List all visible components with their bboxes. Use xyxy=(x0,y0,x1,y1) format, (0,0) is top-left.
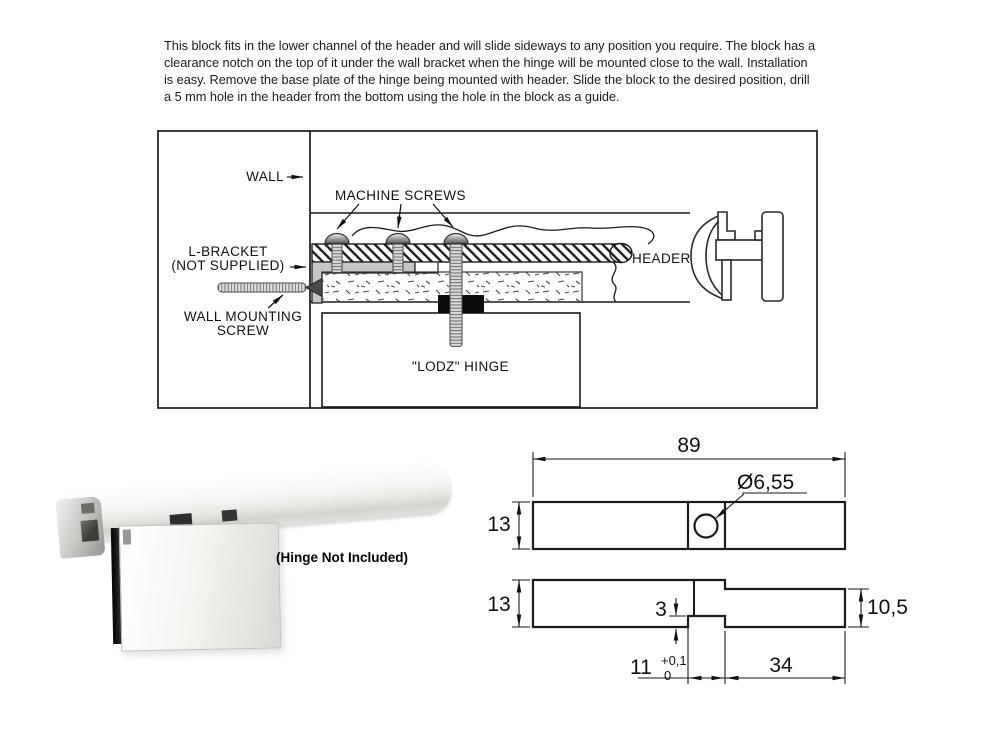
header-profile-top-arm xyxy=(718,212,735,240)
intro-paragraph: This block fits in the lower channel of the header and will slide sideways to any position you require. The block has a clearance notch on the top of it under the wall bracket when the hinge will be mounted close to the wall. Installation is easy. Remove the base plate of the hinge being mounted with header. Slide the block to the desired position, drill a 5 mm hole in the header from the bottom using the hole in the block as a guide. xyxy=(164,37,816,105)
label-l-bracket-2: (NOT SUPPLIED) xyxy=(171,258,285,273)
dim-11-tol-plus: +0,1 xyxy=(661,653,687,668)
hole-leader xyxy=(716,493,807,518)
header-flange-hatched xyxy=(312,244,617,262)
dim-105: 10,5 xyxy=(867,596,908,619)
clearance-notch xyxy=(415,262,438,273)
dim-13-top: 13 xyxy=(487,513,511,536)
label-header: HEADER xyxy=(632,251,691,266)
dim-3-lines xyxy=(669,598,686,644)
dim-89: 89 xyxy=(677,434,701,457)
break-wave-right xyxy=(612,262,616,302)
label-lodz-hinge: "LODZ" HINGE xyxy=(412,359,509,374)
header-bar-end-profile xyxy=(56,496,106,559)
block-side-view-outline xyxy=(533,580,845,627)
product-photo xyxy=(52,448,472,672)
label-wall-mounting-1: WALL MOUNTING xyxy=(183,309,303,324)
hinge-plate-chip xyxy=(123,529,131,544)
label-machine-screws: MACHINE SCREWS xyxy=(335,188,466,203)
dim-hole-diameter: Ø6,55 xyxy=(737,471,795,494)
dim-89-lines xyxy=(533,452,845,497)
dimension-top-view xyxy=(512,452,845,549)
header-profile xyxy=(691,212,783,301)
header-flange-end xyxy=(610,244,632,263)
hinge-clip-2 xyxy=(222,509,238,521)
label-l-bracket-1: L-BRACKET xyxy=(188,244,268,259)
hinge-plate xyxy=(119,522,282,651)
dim-3: 3 xyxy=(655,598,667,621)
dim-11-tol-minus: 0 xyxy=(664,668,672,683)
dim-34: 34 xyxy=(769,654,793,677)
dim-11: 11 xyxy=(630,656,652,679)
dim-13-side-lines xyxy=(512,580,530,627)
label-wall-mounting-2: SCREW xyxy=(216,323,270,338)
dim-13-side: 13 xyxy=(487,593,511,616)
dim-105-lines xyxy=(848,589,869,627)
label-wall: WALL xyxy=(246,169,284,184)
guide-hole xyxy=(695,515,718,538)
dim-13-top-lines xyxy=(512,502,530,549)
photo-caption: (Hinge Not Included) xyxy=(276,550,408,565)
wall-mounting-screw xyxy=(218,279,322,297)
dimension-side-view xyxy=(512,580,869,684)
